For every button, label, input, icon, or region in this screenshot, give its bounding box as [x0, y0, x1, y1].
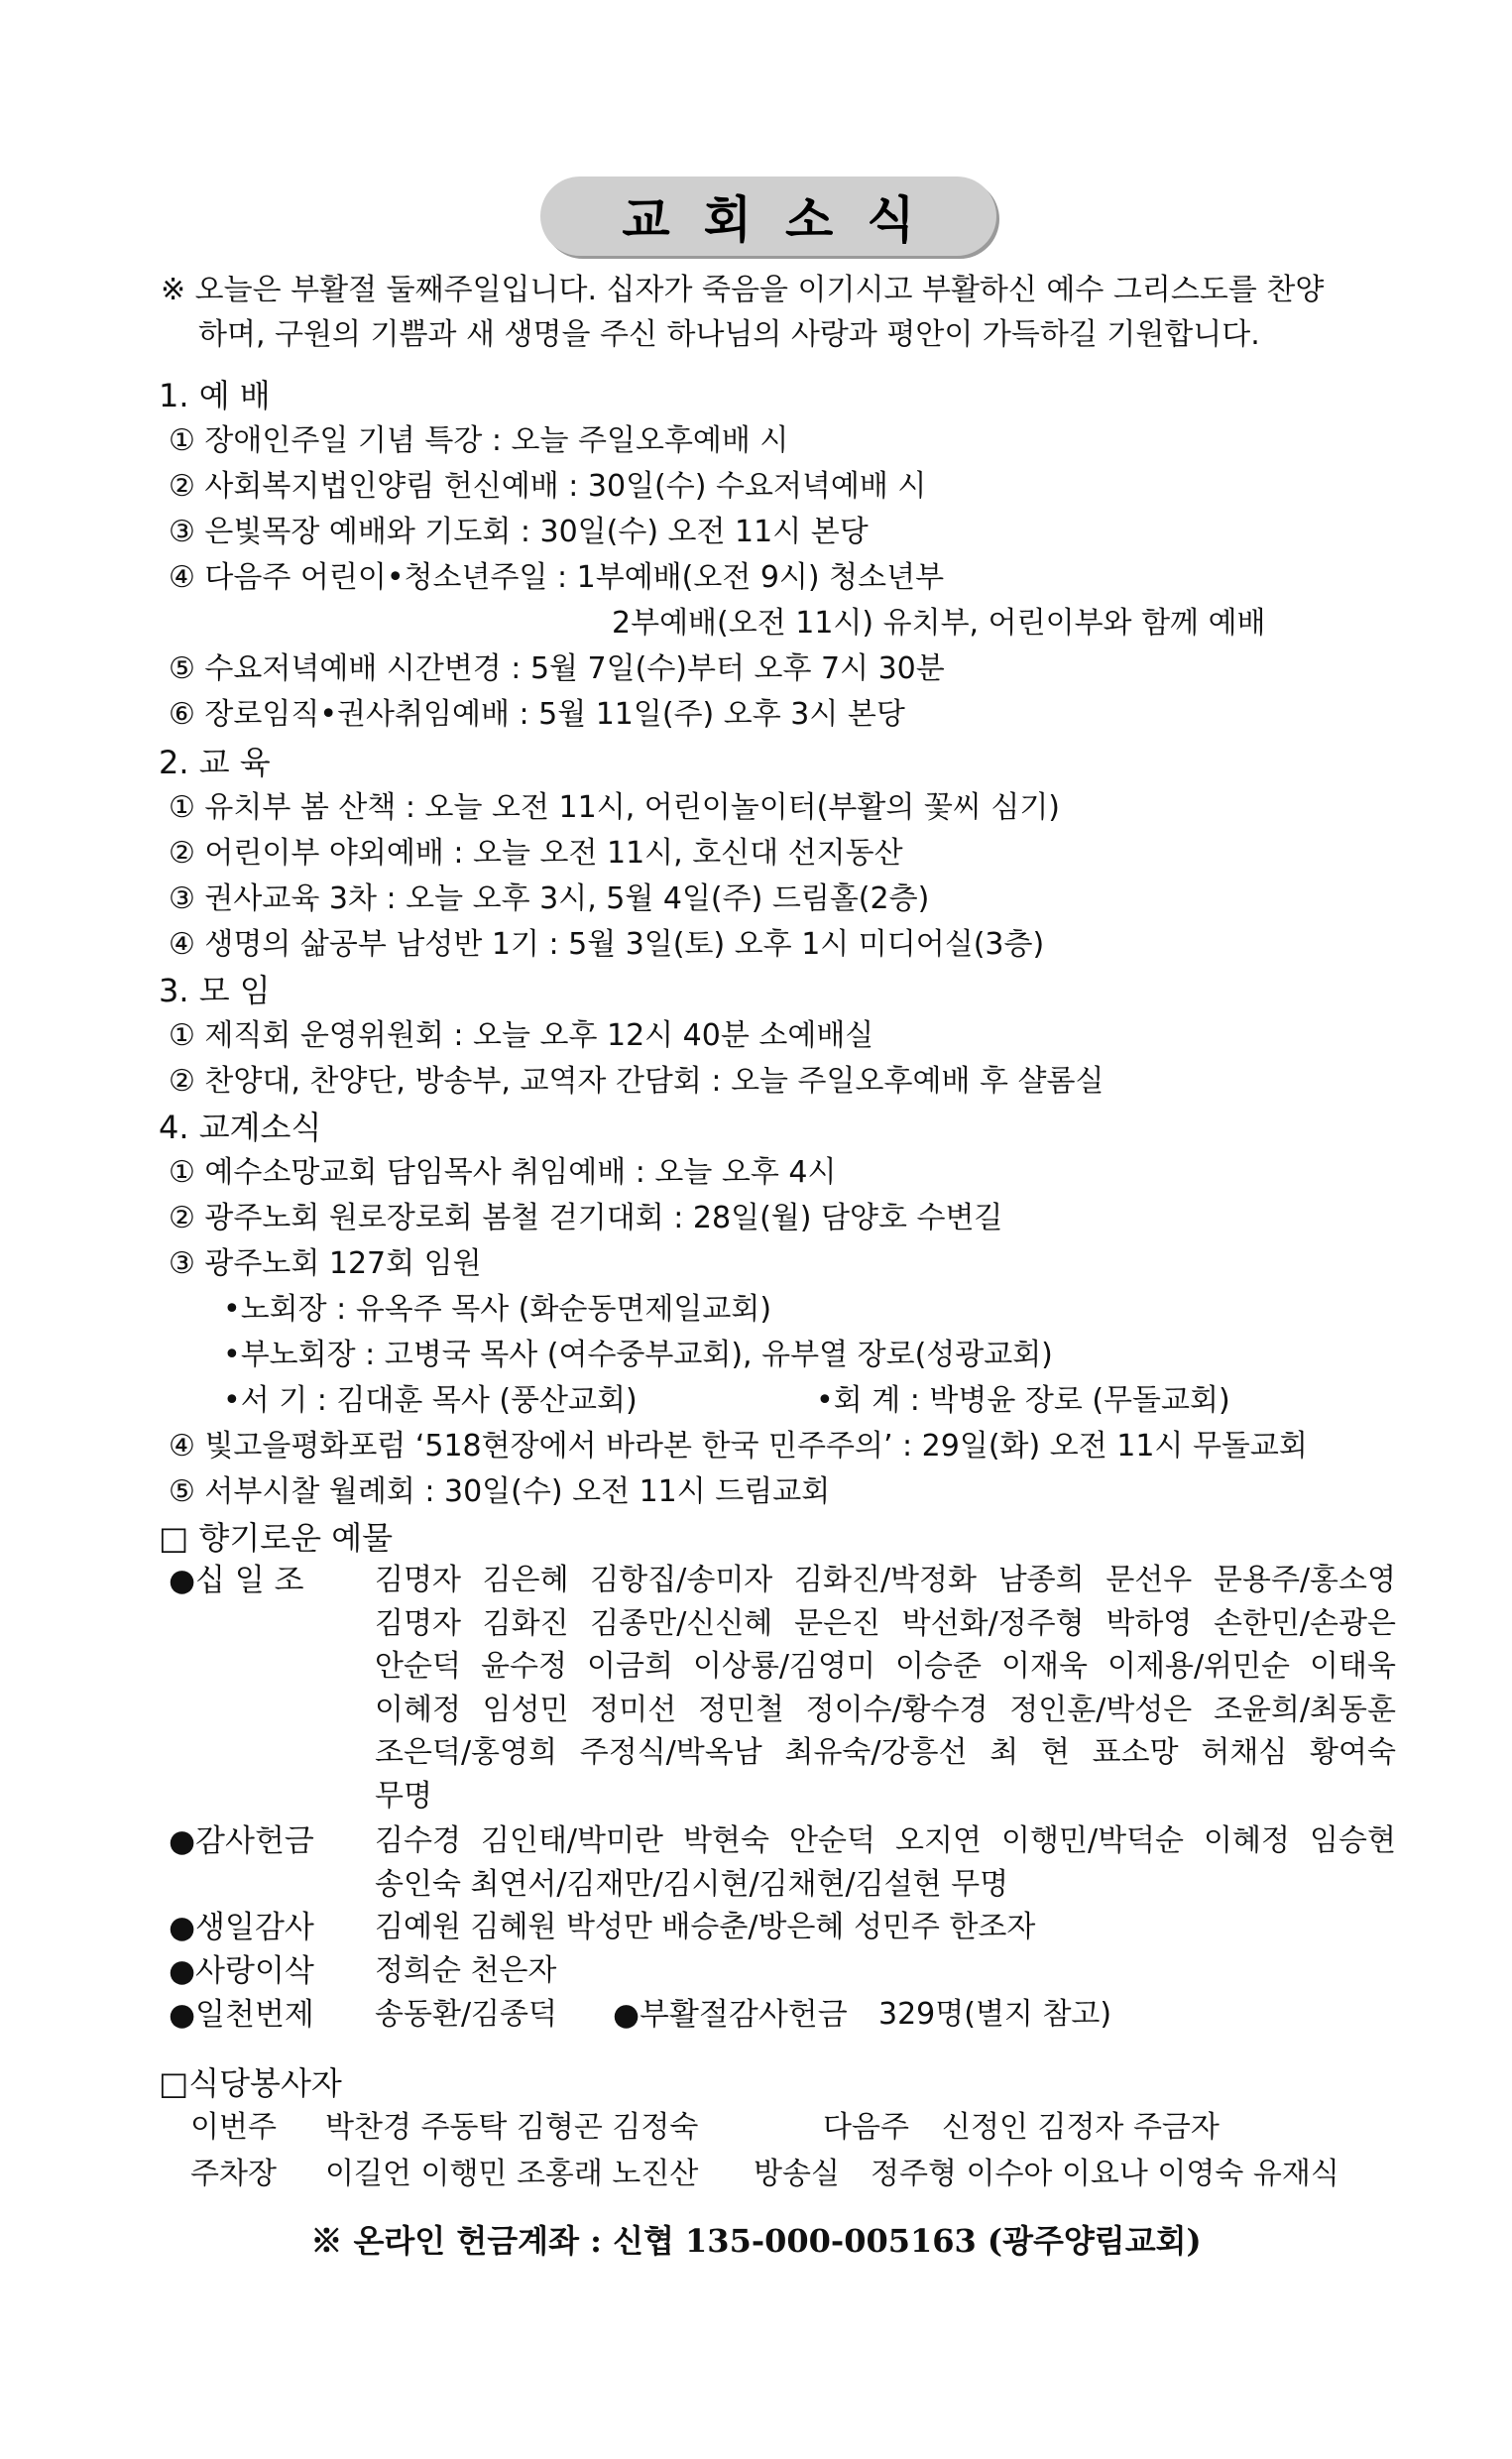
worship-item: ① 장애인주일 기념 특강 : 오늘 주일오후예배 시 — [169, 423, 789, 458]
presbytery-officer: •노회장 : 유옥주 목사 (화순동면제일교회) — [223, 1292, 772, 1327]
thousand-label: ●일천번제 — [169, 1997, 314, 2033]
presbytery-officer: •서 기 : 김대훈 목사 (풍산교회) — [223, 1383, 638, 1418]
education-item: ① 유치부 봄 산책 : 오늘 오전 11시, 어린이놀이터(부활의 꽃씨 심기) — [169, 790, 1061, 825]
church-news-item: ④ 빛고을평화포럼 ‘518현장에서 바라본 한국 민주주의’ : 29일(화) 오전 11시 무돌교회 — [169, 1429, 1308, 1464]
church-news-item: ⑤ 서부시찰 월례회 : 30일(수) 오전 11시 드림교회 — [169, 1474, 831, 1509]
thanks-line: 송인숙 최연서/김재만/김시현/김채현/김설현 무명 — [375, 1866, 1009, 1902]
tithe-names — [375, 1559, 1396, 1817]
meeting-item: ② 찬양대, 찬양단, 방송부, 교역자 간담회 : 오늘 주일오후예배 후 샬롬실 — [169, 1064, 1105, 1099]
meeting-item: ① 제직회 운영위원회 : 오늘 오후 12시 40분 소예배실 — [169, 1018, 874, 1053]
section-kitchen-title: □식당봉사자 — [159, 2064, 342, 2102]
intro-line-2: 하며, 구원의 기쁨과 새 생명을 주신 하나님의 사랑과 평안이 가득하길 기원합니다. — [198, 317, 1260, 352]
parking-label: 주차장 — [190, 2157, 277, 2191]
tithe-line: 조은덕/홍영희 주정식/박옥남 최유숙/강흥선 최 현 표소망 허채심 황여숙 — [375, 1735, 1396, 1770]
easter-value: 329명(별지 참고) — [878, 1997, 1112, 2032]
broadcast-label: 방송실 — [754, 2157, 840, 2191]
page-title: 교회소식 — [622, 190, 949, 249]
church-news-item: ② 광주노회 원로장로회 봄철 걷기대회 : 28일(월) 담양호 수변길 — [169, 1201, 1003, 1235]
this-week-names: 박찬경 주동탁 김형곤 김정숙 — [325, 2110, 699, 2145]
thanks-label: ●감사헌금 — [169, 1823, 314, 1859]
worship-item: ③ 은빛목장 예배와 기도회 : 30일(수) 오전 11시 본당 — [169, 515, 869, 549]
church-news-item: ① 예수소망교회 담임목사 취임예배 : 오늘 오후 4시 — [169, 1155, 837, 1190]
presbytery-officer: •부노회장 : 고병국 목사 (여수중부교회), 유부열 장로(성광교회) — [223, 1338, 1053, 1372]
education-item: ③ 권사교육 3차 : 오늘 오후 3시, 5월 4일(주) 드림홀(2층) — [169, 881, 930, 916]
worship-item-continued: 2부예배(오전 11시) 유치부, 어린이부와 함께 예배 — [612, 606, 1266, 641]
broadcast-names: 정주형 이수아 이요나 이영숙 유재식 — [871, 2157, 1339, 2191]
worship-item: ② 사회복지법인양림 헌신예배 : 30일(수) 수요저녁예배 시 — [169, 469, 927, 504]
love-names: 정희순 천은자 — [375, 1953, 557, 1988]
worship-item: ⑥ 장로임직•권사취임예배 : 5월 11일(주) 오후 3시 본당 — [169, 697, 905, 732]
tithe-label: ●십 일 조 — [169, 1563, 304, 1598]
church-news-item: ③ 광주노회 127회 임원 — [169, 1246, 482, 1281]
tithe-line: 무명 — [375, 1778, 432, 1814]
education-item: ② 어린이부 야외예배 : 오늘 오전 11시, 호신대 선지동산 — [169, 836, 903, 871]
tithe-line: 김명자 김은혜 김항집/송미자 김화진/박정화 남종희 문선우 문용주/홍소영 — [375, 1563, 1396, 1597]
tithe-line: 안순덕 윤수정 이금희 이상룡/김영미 이승준 이재욱 이제용/위민순 이태욱 — [375, 1649, 1396, 1684]
thousand-names: 송동환/김종덕 — [375, 1997, 557, 2032]
birthday-names: 김예원 김혜원 박성만 배승춘/방은혜 성민주 한조자 — [375, 1910, 1036, 1944]
love-label: ●사랑이삭 — [169, 1953, 314, 1989]
this-week-label: 이번주 — [190, 2110, 277, 2145]
worship-item: ⑤ 수요저녁예배 시간변경 : 5월 7일(수)부터 오후 7시 30분 — [169, 651, 945, 686]
section-worship-title: 1. 예 배 — [159, 377, 271, 414]
tithe-line: 김명자 김화진 김종만/신신혜 문은진 박선화/정주형 박하영 손한민/손광은 — [375, 1605, 1396, 1641]
parking-names: 이길언 이행민 조홍래 노진산 — [325, 2157, 699, 2191]
next-week-names: 신정인 김정자 주금자 — [942, 2110, 1220, 2145]
next-week-label: 다음주 — [823, 2110, 909, 2145]
thanks-line: 김수경 김인태/박미란 박현숙 안순덕 오지연 이행민/박덕순 이혜정 임승현 — [375, 1823, 1396, 1858]
worship-item: ④ 다음주 어린이•청소년주일 : 1부예배(오전 9시) 청소년부 — [169, 560, 945, 595]
easter-label: ●부활절감사헌금 — [613, 1997, 848, 2033]
intro-line-1: ※ 오늘은 부활절 둘째주일입니다. 십자가 죽음을 이기시고 부활하신 예수 그리스도를 찬양 — [161, 273, 1325, 307]
birthday-label: ●생일감사 — [169, 1910, 314, 1945]
section-church-news-title: 4. 교계소식 — [159, 1109, 322, 1146]
online-offering-account: ※ 온라인 헌금계좌 : 신협 135-000-005163 (광주양림교회) — [310, 2222, 1202, 2260]
section-offering-title: □ 향기로운 예물 — [159, 1519, 394, 1557]
thanks-names — [375, 1819, 1396, 1906]
section-education-title: 2. 교 육 — [159, 744, 271, 781]
title-banner — [540, 176, 996, 256]
education-item: ④ 생명의 삶공부 남성반 1기 : 5월 3일(토) 오후 1시 미디어실(3층) — [169, 927, 1045, 962]
section-meeting-title: 3. 모 임 — [159, 972, 271, 1009]
presbytery-officer: •회 계 : 박병윤 장로 (무돌교회) — [816, 1383, 1230, 1418]
tithe-line: 이혜정 임성민 정미선 정민철 정이수/황수경 정인훈/박성은 조윤희/최동훈 — [375, 1692, 1396, 1727]
